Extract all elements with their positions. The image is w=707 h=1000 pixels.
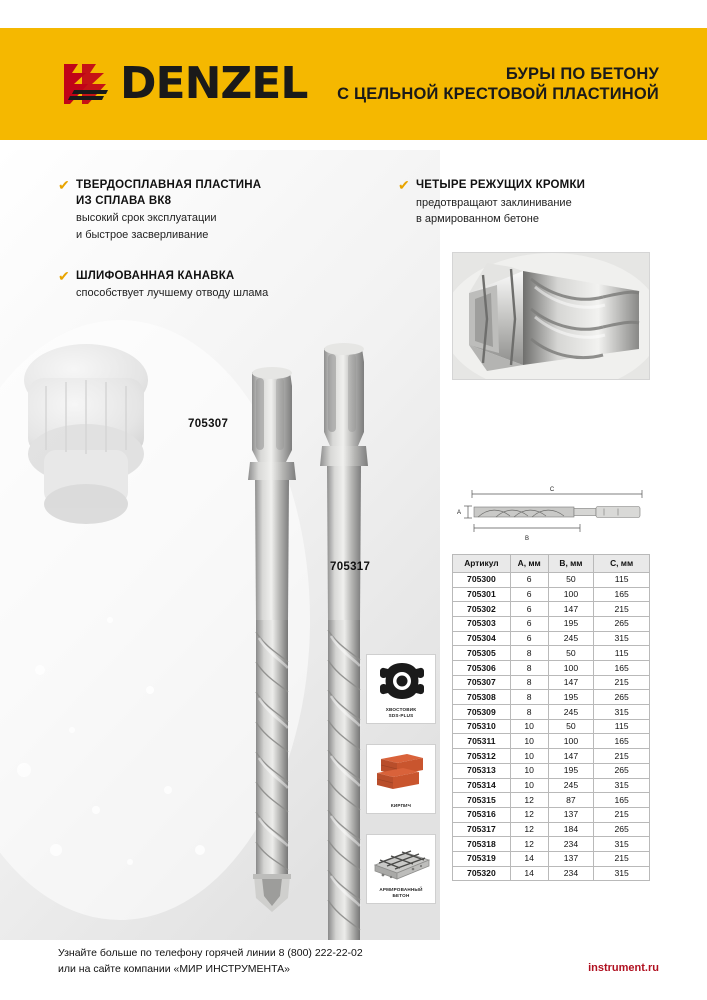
- table-cell-c: 215: [594, 602, 650, 617]
- table-cell-a: 14: [510, 851, 548, 866]
- table-cell-c: 165: [594, 661, 650, 676]
- table-cell-a: 12: [510, 793, 548, 808]
- table-cell-c: 265: [594, 822, 650, 837]
- table-cell-art: 705317: [453, 822, 511, 837]
- table-row: [453, 587, 650, 602]
- table-row: [453, 763, 650, 778]
- table-cell-b: 100: [548, 661, 594, 676]
- header-title-line1: БУРЫ ПО БЕТОНУ: [505, 64, 659, 83]
- table-row: [453, 866, 650, 881]
- table-cell-b: 195: [548, 763, 594, 778]
- footer-line1: Узнайте больше по телефону горячей линии 8 (800) 222-22-02: [58, 947, 363, 959]
- table-row: [453, 705, 650, 720]
- table-cell-b: 195: [548, 616, 594, 631]
- pictogram-caption: ХВОСТОВИК SDS-PLUS: [385, 706, 417, 718]
- table-cell-art: 705320: [453, 866, 511, 881]
- table-cell-c: 115: [594, 572, 650, 587]
- table-cell-a: 14: [510, 866, 548, 881]
- table-cell-art: 705308: [453, 690, 511, 705]
- check-icon: ✔: [398, 177, 410, 193]
- table-cell-a: 8: [510, 646, 548, 661]
- table-cell-art: 705303: [453, 616, 511, 631]
- feature-sub-line2: и быстрое засверливание: [76, 228, 209, 241]
- check-icon: ✔: [58, 267, 70, 284]
- table-cell-c: 215: [594, 807, 650, 822]
- header-banner: [0, 28, 707, 140]
- table-cell-art: 705307: [453, 675, 511, 690]
- table-cell-art: 705301: [453, 587, 511, 602]
- table-cell-a: 6: [510, 602, 548, 617]
- footer-line2: или на сайте компании «МИР ИНСТРУМЕНТА»: [58, 962, 290, 975]
- feature-title-line1: ТВЕРДОСПЛАВНАЯ ПЛАСТИНА: [76, 179, 262, 191]
- table-cell-art: 705310: [453, 719, 511, 734]
- drill-tip-closeup-photo: [452, 252, 650, 380]
- table-row: [453, 572, 650, 587]
- feature-title-line1: ШЛИФОВАННАЯ КАНАВКА: [76, 269, 235, 282]
- table-row: [453, 719, 650, 734]
- table-cell-a: 8: [510, 690, 548, 705]
- table-cell-a: 8: [510, 661, 548, 676]
- denzel-flag-icon: [62, 60, 114, 108]
- feature-item: [58, 178, 358, 243]
- table-cell-art: 705305: [453, 646, 511, 661]
- table-cell-b: 245: [548, 631, 594, 646]
- table-cell-b: 137: [548, 807, 594, 822]
- table-cell-a: 10: [510, 763, 548, 778]
- table-cell-b: 50: [548, 719, 594, 734]
- table-row: [453, 749, 650, 764]
- table-cell-a: 6: [510, 631, 548, 646]
- table-row: [453, 793, 650, 808]
- table-cell-art: 705302: [453, 602, 511, 617]
- check-icon: ✔: [58, 177, 70, 193]
- table-cell-art: 705312: [453, 749, 511, 764]
- table-cell-a: 6: [510, 587, 548, 602]
- table-row: [453, 675, 650, 690]
- col-header-c: C, мм: [594, 555, 650, 573]
- table-row: [453, 822, 650, 837]
- col-header-b: B, мм: [548, 555, 594, 573]
- table-cell-c: 215: [594, 851, 650, 866]
- svg-text:B: B: [524, 536, 530, 542]
- table-cell-a: 12: [510, 807, 548, 822]
- table-cell-a: 10: [510, 778, 548, 793]
- footer-contact: [58, 946, 363, 978]
- table-cell-a: 10: [510, 719, 548, 734]
- spec-table: [452, 554, 650, 881]
- table-cell-a: 8: [510, 675, 548, 690]
- table-row: [453, 690, 650, 705]
- table-row: [453, 807, 650, 822]
- table-cell-c: 265: [594, 763, 650, 778]
- svg-text:C: C: [549, 487, 555, 493]
- features-right: [398, 178, 668, 245]
- pictogram-caption: КИРПИЧ: [390, 802, 412, 808]
- col-header-article: Артикул: [453, 555, 511, 573]
- brand-name: DENZEL: [120, 58, 308, 109]
- spec-table-wrapper: [452, 554, 650, 881]
- table-row: [453, 646, 650, 661]
- table-cell-art: 705319: [453, 851, 511, 866]
- table-cell-b: 234: [548, 837, 594, 852]
- table-cell-b: 234: [548, 866, 594, 881]
- table-cell-c: 315: [594, 705, 650, 720]
- table-cell-b: 100: [548, 587, 594, 602]
- product-label-705307: 705307: [188, 418, 229, 430]
- table-cell-art: 705314: [453, 778, 511, 793]
- feature-sub-line1: способствует лучшему отводу шлама: [76, 287, 269, 300]
- feature-sub-line1: предотвращают заклинивание: [416, 196, 572, 209]
- table-cell-c: 315: [594, 631, 650, 646]
- feature-title-line2: ИЗ СПЛАВА ВК8: [76, 194, 172, 207]
- table-cell-art: 705318: [453, 837, 511, 852]
- table-cell-art: 705315: [453, 793, 511, 808]
- table-row: [453, 631, 650, 646]
- table-row: [453, 851, 650, 866]
- header-title: [337, 64, 659, 104]
- pictogram-reinforced-concrete: [366, 834, 436, 904]
- table-row: [453, 778, 650, 793]
- table-cell-art: 705316: [453, 807, 511, 822]
- table-cell-c: 265: [594, 616, 650, 631]
- table-cell-b: 147: [548, 749, 594, 764]
- table-cell-a: 10: [510, 734, 548, 749]
- header-title-line2: С ЦЕЛЬНОЙ КРЕСТОВОЙ ПЛАСТИНОЙ: [337, 85, 659, 103]
- brand-logo: [62, 60, 307, 108]
- table-cell-art: 705304: [453, 631, 511, 646]
- table-cell-b: 184: [548, 822, 594, 837]
- svg-text:A: A: [456, 510, 462, 516]
- table-row: [453, 602, 650, 617]
- table-cell-c: 165: [594, 587, 650, 602]
- feature-item: [398, 178, 668, 227]
- table-row: [453, 661, 650, 676]
- table-row: [453, 734, 650, 749]
- pictogram-brick: [366, 744, 436, 814]
- table-header-row: [453, 555, 650, 573]
- table-cell-b: 195: [548, 690, 594, 705]
- table-cell-c: 315: [594, 837, 650, 852]
- table-cell-a: 6: [510, 572, 548, 587]
- feature-item: [58, 269, 358, 301]
- features-left: [58, 178, 358, 319]
- table-cell-c: 215: [594, 675, 650, 690]
- feature-sub-line1: высокий срок эксплуатации: [76, 212, 217, 225]
- table-cell-b: 147: [548, 602, 594, 617]
- table-cell-c: 215: [594, 749, 650, 764]
- table-row: [453, 616, 650, 631]
- table-cell-c: 315: [594, 866, 650, 881]
- table-cell-b: 50: [548, 572, 594, 587]
- table-cell-b: 245: [548, 705, 594, 720]
- footer: [0, 932, 707, 1000]
- table-cell-art: 705300: [453, 572, 511, 587]
- table-cell-a: 8: [510, 705, 548, 720]
- col-header-a: A, мм: [510, 555, 548, 573]
- table-cell-c: 265: [594, 690, 650, 705]
- table-cell-a: 12: [510, 837, 548, 852]
- table-cell-a: 10: [510, 749, 548, 764]
- table-cell-b: 147: [548, 675, 594, 690]
- table-cell-art: 705306: [453, 661, 511, 676]
- table-cell-b: 87: [548, 793, 594, 808]
- pictogram-sds-plus: [366, 654, 436, 724]
- pictogram-caption: АРМИРОВАННЫЙ БЕТОН: [379, 886, 423, 898]
- table-cell-b: 245: [548, 778, 594, 793]
- footer-website[interactable]: instrument.ru: [588, 962, 659, 974]
- table-cell-a: 12: [510, 822, 548, 837]
- table-cell-c: 165: [594, 793, 650, 808]
- table-cell-c: 315: [594, 778, 650, 793]
- table-cell-b: 100: [548, 734, 594, 749]
- table-cell-art: 705311: [453, 734, 511, 749]
- table-cell-c: 115: [594, 719, 650, 734]
- table-cell-art: 705309: [453, 705, 511, 720]
- dimension-diagram: [452, 482, 652, 544]
- feature-title-line1: ЧЕТЫРЕ РЕЖУЩИХ КРОМКИ: [416, 179, 586, 191]
- table-cell-b: 137: [548, 851, 594, 866]
- feature-sub-line2: в армированном бетоне: [416, 213, 539, 226]
- table-cell-art: 705313: [453, 763, 511, 778]
- table-cell-b: 50: [548, 646, 594, 661]
- table-cell-a: 6: [510, 616, 548, 631]
- table-row: [453, 837, 650, 852]
- table-cell-c: 115: [594, 646, 650, 661]
- product-label-705317: 705317: [330, 561, 371, 573]
- table-cell-c: 165: [594, 734, 650, 749]
